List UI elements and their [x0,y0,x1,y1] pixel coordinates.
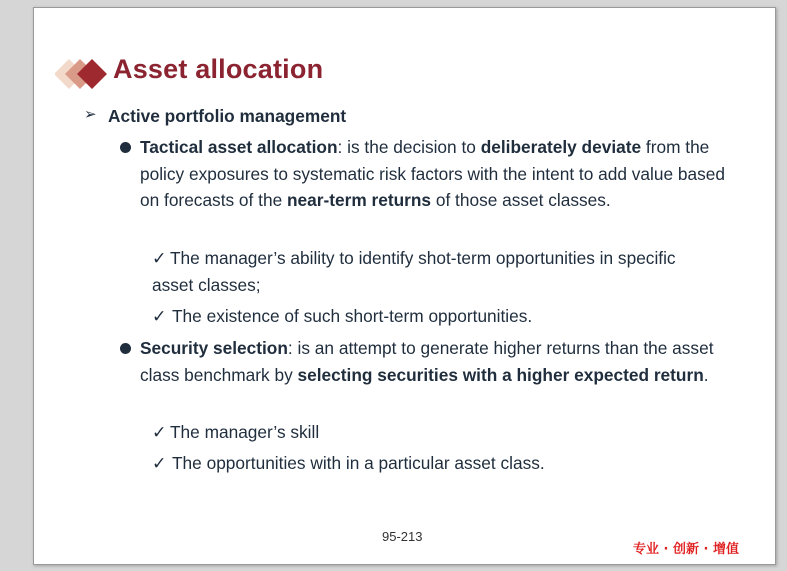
check-item-continuation [152,272,261,299]
arrow-bullet-icon: ➢ [84,106,97,123]
check-item [152,419,319,446]
check-icon: ✓ [152,248,167,268]
check-icon: ✓ [152,453,167,473]
diamond-logo-icon [55,57,109,91]
bullet-emphasis: near-term returns [286,190,432,211]
check-text: The manager’s skill [170,422,320,442]
slide-title: Asset allocation [113,54,324,84]
bullet-emphasis: deliberately deviate [480,137,642,157]
bullet-text: : is an attempt to generate higher returns than the asset class benchmark by [140,338,714,385]
check-item [152,303,532,330]
bullet-dot-icon [120,343,131,354]
bullet-paragraph-security [140,335,740,388]
page-number: 95-213 [382,529,423,544]
check-icon: ✓ [152,306,167,326]
check-text: The existence of such short-term opportunities. [172,306,533,326]
check-text: The manager’s ability to identify shot-term opportunities in specific [170,248,676,268]
bullet-text: . [703,364,709,385]
check-item [152,245,676,272]
section-heading: Active portfolio management [108,106,347,126]
bullet-text: from the policy exposures to systematic risk factors with the intent to add value based on forecasts of the [140,137,725,211]
slide [33,7,776,565]
check-icon: ✓ [152,422,167,442]
check-text: asset classes; [152,275,261,295]
bullet-text: of those asset classes. [431,190,611,211]
footer-brand-logo: 专业 · 创新 · 增值 [633,542,739,557]
check-item [152,450,545,477]
bullet-dot-icon [120,142,131,153]
bullet-emphasis: selecting securities with a higher expected return [297,364,704,385]
bullet-text: : is the decision to [337,137,481,157]
bullet-term: Tactical asset allocation [140,137,338,157]
check-text: The opportunities with in a particular asset class. [172,453,545,473]
bullet-term: Security selection [140,338,288,358]
bullet-paragraph-tactical [140,134,740,214]
